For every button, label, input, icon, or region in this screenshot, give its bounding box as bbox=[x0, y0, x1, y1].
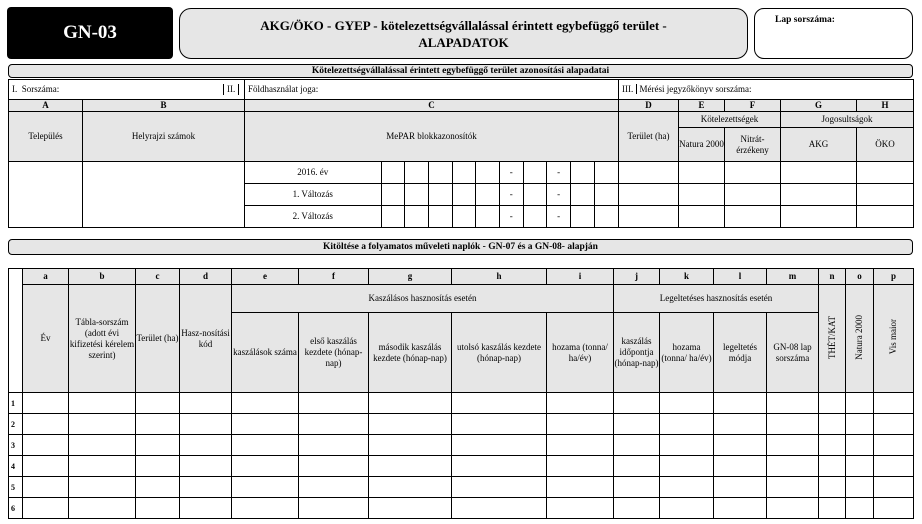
row-number: 3 bbox=[9, 435, 23, 456]
input-cell[interactable] bbox=[547, 477, 614, 498]
input-cell[interactable] bbox=[819, 393, 846, 414]
letter-f: f bbox=[299, 269, 369, 285]
row-label-2016: 2016. év bbox=[245, 162, 381, 183]
letter-j: j bbox=[614, 269, 660, 285]
col-elso: első kaszálás kezdete (hónap-nap) bbox=[299, 313, 369, 393]
letter-g: g bbox=[369, 269, 452, 285]
letter-e: e bbox=[232, 269, 299, 285]
input-cell[interactable] bbox=[819, 414, 846, 435]
form-code: GN-03 bbox=[7, 7, 173, 59]
input-cell[interactable] bbox=[69, 477, 136, 498]
input-cell[interactable] bbox=[819, 435, 846, 456]
input-cell[interactable] bbox=[23, 498, 69, 519]
group-legeltetes: Legeltetéses hasznosítás esetén bbox=[614, 285, 819, 313]
terulet-cell[interactable] bbox=[619, 162, 679, 184]
input-cell[interactable] bbox=[299, 414, 369, 435]
row-number: 6 bbox=[9, 498, 23, 519]
mepar-digit[interactable] bbox=[594, 206, 618, 227]
foldhasznalat-label: Földhasználat joga: bbox=[248, 84, 319, 94]
title-line2: ALAPADATOK bbox=[418, 34, 509, 50]
mepar-digit[interactable] bbox=[571, 162, 595, 183]
row-label-valtozas2: 2. Változás bbox=[245, 206, 381, 227]
input-cell[interactable] bbox=[23, 414, 69, 435]
input-cell[interactable] bbox=[874, 393, 914, 414]
mepar-digit[interactable] bbox=[405, 162, 429, 183]
col-gn08: GN-08 lap sorszáma bbox=[767, 313, 819, 393]
telepules-cell[interactable] bbox=[9, 162, 83, 228]
mepar-dash: - bbox=[547, 206, 571, 227]
akg-cell[interactable] bbox=[781, 206, 857, 228]
table-row bbox=[9, 498, 914, 519]
input-cell[interactable] bbox=[846, 477, 874, 498]
input-cell[interactable] bbox=[180, 435, 232, 456]
thet-label: THÉT/KAT bbox=[826, 315, 837, 359]
input-cell[interactable] bbox=[136, 477, 180, 498]
table-row bbox=[9, 393, 914, 414]
input-cell[interactable] bbox=[846, 456, 874, 477]
col-hozama2: hozama (tonna/ ha/év) bbox=[660, 313, 714, 393]
input-cell[interactable] bbox=[660, 456, 714, 477]
input-cell[interactable] bbox=[547, 456, 614, 477]
input-cell[interactable] bbox=[452, 435, 547, 456]
col-terulet: Terület (ha) bbox=[619, 112, 679, 162]
letter-a: a bbox=[23, 269, 69, 285]
input-cell[interactable] bbox=[614, 435, 660, 456]
mepar-digit[interactable] bbox=[594, 184, 618, 205]
terulet-cell[interactable] bbox=[619, 206, 679, 228]
letter-A: A bbox=[9, 100, 83, 112]
mepar-digit[interactable] bbox=[452, 162, 476, 183]
row-number: 1 bbox=[9, 393, 23, 414]
mepar-digit[interactable] bbox=[428, 162, 452, 183]
input-cell[interactable] bbox=[23, 393, 69, 414]
input-cell[interactable] bbox=[452, 498, 547, 519]
input-cell[interactable] bbox=[369, 393, 452, 414]
natura-cell[interactable] bbox=[679, 162, 725, 184]
col-vis bbox=[874, 285, 914, 393]
terulet-cell[interactable] bbox=[619, 184, 679, 206]
mepar-dash: - bbox=[547, 162, 571, 183]
input-cell[interactable] bbox=[180, 498, 232, 519]
input-cell[interactable] bbox=[767, 498, 819, 519]
mepar-digit[interactable] bbox=[405, 184, 429, 205]
operations-rows bbox=[9, 393, 914, 519]
input-cell[interactable] bbox=[547, 435, 614, 456]
input-cell[interactable] bbox=[136, 456, 180, 477]
input-cell[interactable] bbox=[69, 435, 136, 456]
input-cell[interactable] bbox=[614, 393, 660, 414]
input-cell[interactable] bbox=[452, 414, 547, 435]
col-kasz-szama: kaszálások száma bbox=[232, 313, 299, 393]
row-label-valtozas1: 1. Változás bbox=[245, 184, 381, 205]
natura-label: Natura 2000 bbox=[854, 314, 864, 360]
col-helyrajzi: Helyrajzi számok bbox=[83, 112, 245, 162]
input-cell[interactable] bbox=[232, 477, 299, 498]
input-cell[interactable] bbox=[874, 414, 914, 435]
mepar-digit[interactable] bbox=[476, 206, 500, 227]
input-cell[interactable] bbox=[180, 414, 232, 435]
input-cell[interactable] bbox=[69, 393, 136, 414]
input-cell[interactable] bbox=[714, 456, 767, 477]
input-cell[interactable] bbox=[232, 435, 299, 456]
input-cell[interactable] bbox=[232, 393, 299, 414]
table-row bbox=[9, 477, 914, 498]
input-cell[interactable] bbox=[660, 414, 714, 435]
input-cell[interactable] bbox=[714, 414, 767, 435]
section2-title bbox=[8, 239, 913, 255]
input-cell[interactable] bbox=[369, 498, 452, 519]
input-cell[interactable] bbox=[232, 498, 299, 519]
mepar-digit[interactable] bbox=[523, 162, 547, 183]
input-cell[interactable] bbox=[846, 498, 874, 519]
section2-title-text: Kitöltése a folyamatos műveleti naplók - GN-07 és a GN-08- alapján bbox=[323, 242, 598, 252]
input-cell[interactable] bbox=[819, 498, 846, 519]
vis-label: Vis maior bbox=[888, 319, 898, 355]
oko-cell[interactable] bbox=[857, 184, 914, 206]
table-row bbox=[9, 435, 914, 456]
mepar-digit[interactable] bbox=[523, 184, 547, 205]
field-foldhasznalat[interactable] bbox=[227, 80, 619, 100]
letter-C: C bbox=[245, 100, 619, 112]
letter-F: F bbox=[725, 100, 781, 112]
input-cell[interactable] bbox=[136, 414, 180, 435]
letter-h: h bbox=[452, 269, 547, 285]
input-cell[interactable] bbox=[767, 414, 819, 435]
letter-D: D bbox=[619, 100, 679, 112]
input-cell[interactable] bbox=[714, 498, 767, 519]
field-sorszam[interactable] bbox=[9, 80, 245, 100]
input-cell[interactable] bbox=[369, 477, 452, 498]
input-cell[interactable] bbox=[767, 477, 819, 498]
section1-title-text: Kötelezettségvállalással érintett egybefüggő terület azonosítási alapadatai bbox=[311, 66, 610, 76]
mepar-digit[interactable] bbox=[594, 162, 618, 183]
mepar-digit[interactable] bbox=[476, 162, 500, 183]
table-row bbox=[9, 414, 914, 435]
letter-l: l bbox=[714, 269, 767, 285]
input-cell[interactable] bbox=[714, 477, 767, 498]
nitrat-cell[interactable] bbox=[725, 184, 781, 206]
col-natura bbox=[846, 285, 874, 393]
rownum-header bbox=[9, 269, 23, 393]
col-masodik: második kaszálás kezdete (hónap-nap) bbox=[369, 313, 452, 393]
letter-G: G bbox=[781, 100, 857, 112]
table-row bbox=[9, 162, 914, 184]
mepar-digit[interactable] bbox=[476, 184, 500, 205]
sheet-number-label: Lap sorszáma: bbox=[775, 15, 835, 25]
input-cell[interactable] bbox=[819, 477, 846, 498]
mepar-dash: - bbox=[499, 206, 523, 227]
col-legeltetes-modja: legeltetés módja bbox=[714, 313, 767, 393]
roman-III: III. bbox=[622, 84, 637, 94]
input-cell[interactable] bbox=[69, 456, 136, 477]
col-haszn: Hasz-nosítási kód bbox=[180, 285, 232, 393]
input-cell[interactable] bbox=[874, 498, 914, 519]
col-terulet: Terület (ha) bbox=[136, 285, 180, 393]
col-ev: Év bbox=[23, 285, 69, 393]
mepar-digit[interactable] bbox=[571, 184, 595, 205]
sorszam-label: Sorszáma: bbox=[21, 84, 60, 94]
input-cell[interactable] bbox=[299, 456, 369, 477]
input-cell[interactable] bbox=[452, 393, 547, 414]
mepar-digit[interactable] bbox=[405, 206, 429, 227]
col-kasz-idopont: kaszálás időpontja (hónap-nap) bbox=[614, 313, 660, 393]
col-utolso: utolsó kaszálás kezdete (hónap-nap) bbox=[452, 313, 547, 393]
col-nitrat: Nitrát-érzékeny bbox=[725, 128, 781, 162]
form-title bbox=[179, 8, 748, 59]
oko-cell[interactable] bbox=[857, 162, 914, 184]
input-cell[interactable] bbox=[452, 456, 547, 477]
input-cell[interactable] bbox=[846, 414, 874, 435]
input-cell[interactable] bbox=[660, 477, 714, 498]
identification-table bbox=[8, 79, 914, 228]
mepar-dash: - bbox=[547, 184, 571, 205]
input-cell[interactable] bbox=[846, 393, 874, 414]
input-cell[interactable] bbox=[232, 456, 299, 477]
input-cell[interactable] bbox=[846, 435, 874, 456]
input-cell[interactable] bbox=[369, 435, 452, 456]
mepar-digit[interactable] bbox=[452, 184, 476, 205]
input-cell[interactable] bbox=[136, 498, 180, 519]
input-cell[interactable] bbox=[660, 393, 714, 414]
mepar-digit[interactable] bbox=[571, 206, 595, 227]
input-cell[interactable] bbox=[614, 414, 660, 435]
input-cell[interactable] bbox=[614, 498, 660, 519]
col-hozama1: hozama (tonna/ ha/év) bbox=[547, 313, 614, 393]
letter-E: E bbox=[679, 100, 725, 112]
input-cell[interactable] bbox=[714, 393, 767, 414]
input-cell[interactable] bbox=[299, 477, 369, 498]
input-cell[interactable] bbox=[369, 414, 452, 435]
input-cell[interactable] bbox=[180, 393, 232, 414]
letter-c: c bbox=[136, 269, 180, 285]
col-oko: ÖKO bbox=[857, 128, 914, 162]
input-cell[interactable] bbox=[547, 393, 614, 414]
letter-H: H bbox=[857, 100, 914, 112]
input-cell[interactable] bbox=[819, 456, 846, 477]
row-number: 5 bbox=[9, 477, 23, 498]
nitrat-cell[interactable] bbox=[725, 162, 781, 184]
natura-cell[interactable] bbox=[679, 206, 725, 228]
letter-n: n bbox=[819, 269, 846, 285]
mepar-grid bbox=[245, 206, 618, 227]
input-cell[interactable] bbox=[69, 498, 136, 519]
mepar-digit[interactable] bbox=[381, 206, 405, 227]
natura-cell[interactable] bbox=[679, 184, 725, 206]
letter-i: i bbox=[547, 269, 614, 285]
input-cell[interactable] bbox=[23, 456, 69, 477]
mepar-digit[interactable] bbox=[452, 206, 476, 227]
mepar-grid bbox=[245, 162, 618, 183]
input-cell[interactable] bbox=[547, 414, 614, 435]
mepar-dash: - bbox=[499, 162, 523, 183]
input-cell[interactable] bbox=[299, 498, 369, 519]
table-row bbox=[9, 456, 914, 477]
letter-d: d bbox=[180, 269, 232, 285]
input-cell[interactable] bbox=[136, 435, 180, 456]
operations-table bbox=[8, 268, 914, 519]
letter-b: b bbox=[69, 269, 136, 285]
input-cell[interactable] bbox=[180, 456, 232, 477]
meresi-label: Mérési jegyzőkönyv sorszáma: bbox=[639, 84, 752, 94]
row-number: 4 bbox=[9, 456, 23, 477]
input-cell[interactable] bbox=[69, 414, 136, 435]
letter-p: p bbox=[874, 269, 914, 285]
input-cell[interactable] bbox=[767, 456, 819, 477]
input-cell[interactable] bbox=[874, 477, 914, 498]
group-kotelezettsegek: Kötelezettségek bbox=[679, 112, 781, 128]
helyrajzi-cell[interactable] bbox=[83, 162, 245, 228]
input-cell[interactable] bbox=[614, 456, 660, 477]
col-natura: Natura 2000 bbox=[679, 128, 725, 162]
mepar-digit[interactable] bbox=[428, 206, 452, 227]
mepar-grid bbox=[245, 184, 618, 205]
input-cell[interactable] bbox=[23, 477, 69, 498]
col-mepar: MePAR blokkazonosítók bbox=[245, 112, 619, 162]
letter-m: m bbox=[767, 269, 819, 285]
roman-II: II. bbox=[223, 84, 239, 95]
input-cell[interactable] bbox=[232, 414, 299, 435]
input-cell[interactable] bbox=[874, 456, 914, 477]
input-cell[interactable] bbox=[660, 498, 714, 519]
mepar-digit[interactable] bbox=[381, 162, 405, 183]
col-thet bbox=[819, 285, 846, 393]
mepar-digit[interactable] bbox=[428, 184, 452, 205]
mepar-digit[interactable] bbox=[523, 206, 547, 227]
roman-I: I. bbox=[12, 84, 18, 94]
letter-k: k bbox=[660, 269, 714, 285]
col-tabla: Tábla-sorszám (adott évi kifizetési kérelem szerint) bbox=[69, 285, 136, 393]
group-kaszalasos: Kaszálásos hasznosítás esetén bbox=[232, 285, 614, 313]
input-cell[interactable] bbox=[23, 435, 69, 456]
input-cell[interactable] bbox=[299, 435, 369, 456]
row-number: 2 bbox=[9, 414, 23, 435]
input-cell[interactable] bbox=[614, 477, 660, 498]
field-meresi-jegyzokonyv[interactable] bbox=[619, 80, 914, 100]
group-jogosultsagok: Jogosultságok bbox=[781, 112, 914, 128]
input-cell[interactable] bbox=[369, 456, 452, 477]
input-cell[interactable] bbox=[136, 393, 180, 414]
oko-cell[interactable] bbox=[857, 206, 914, 228]
input-cell[interactable] bbox=[714, 435, 767, 456]
input-cell[interactable] bbox=[299, 393, 369, 414]
nitrat-cell[interactable] bbox=[725, 206, 781, 228]
letter-o: o bbox=[846, 269, 874, 285]
mepar-dash: - bbox=[499, 184, 523, 205]
input-cell[interactable] bbox=[767, 435, 819, 456]
input-cell[interactable] bbox=[660, 435, 714, 456]
mepar-digit[interactable] bbox=[381, 184, 405, 205]
title-line1: AKG/ÖKO - GYEP - kötelezettségvállalással érintett egybefüggő terület - bbox=[260, 17, 667, 33]
col-akg: AKG bbox=[781, 128, 857, 162]
akg-cell[interactable] bbox=[781, 162, 857, 184]
sheet-number-box[interactable] bbox=[754, 8, 913, 59]
input-cell[interactable] bbox=[180, 477, 232, 498]
col-telepules: Település bbox=[9, 112, 83, 162]
akg-cell[interactable] bbox=[781, 184, 857, 206]
input-cell[interactable] bbox=[547, 498, 614, 519]
input-cell[interactable] bbox=[452, 477, 547, 498]
letter-B: B bbox=[83, 100, 245, 112]
input-cell[interactable] bbox=[874, 435, 914, 456]
input-cell[interactable] bbox=[767, 393, 819, 414]
section1-title bbox=[8, 64, 913, 78]
